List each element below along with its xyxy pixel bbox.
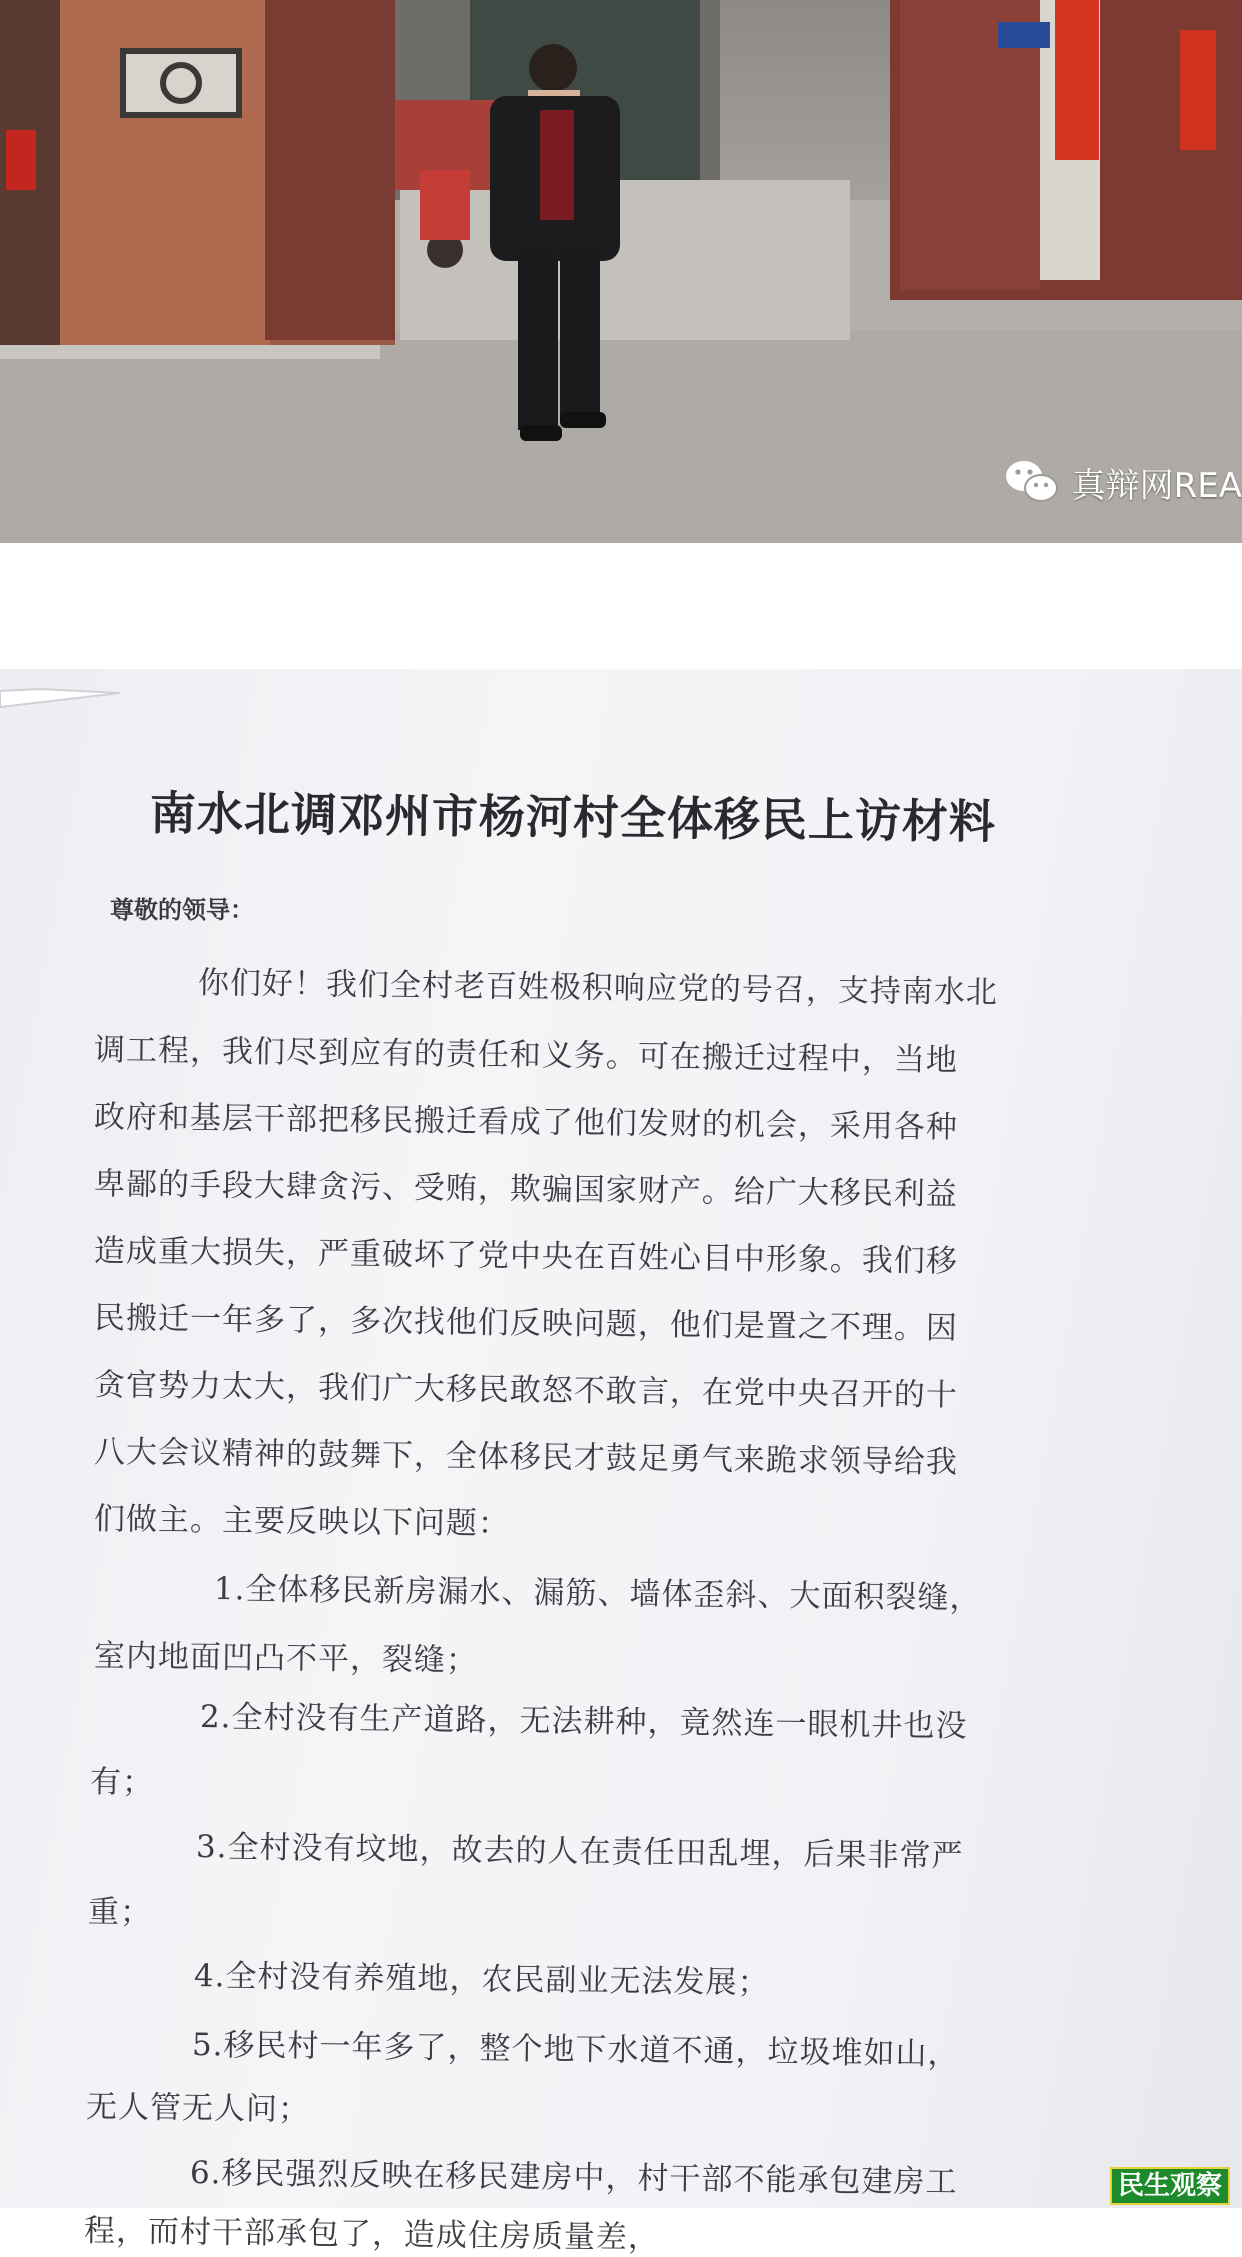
document-salutation: 尊敬的领导： xyxy=(110,895,254,924)
wechat-icon xyxy=(1004,458,1060,506)
document-line: 1.全体移民新房漏水、漏筋、墙体歪斜、大面积裂缝， xyxy=(213,1571,982,1617)
document-line: 政府和基层干部把移民搬迁看成了他们发财的机会，采用各种 xyxy=(93,1099,959,1146)
document-line: 八大会议精神的鼓舞下，全体移民才鼓足勇气来跪求领导给我 xyxy=(93,1434,959,1481)
document-line: 造成重大损失，严重破坏了党中央在百姓心目中形象。我们移 xyxy=(93,1233,959,1280)
document-line: 无人管无人问； xyxy=(85,2089,311,2128)
spacer xyxy=(0,543,1242,669)
document-title: 南水北调邓州市杨河村全体移民上访材料 xyxy=(149,786,997,849)
petition-document xyxy=(0,669,1242,2257)
document-line: 2.全村没有生产道路，无法耕种，竟然连一眼机井也没 xyxy=(199,1699,968,1745)
street-photo xyxy=(0,0,1242,543)
document-line: 6.移民强烈反映在移民建房中，村干部不能承包建房工 xyxy=(189,2155,958,2201)
photo-watermark xyxy=(1004,454,1242,510)
source-badge: 民生观察 xyxy=(1110,2167,1230,2205)
document-line: 重； xyxy=(87,1894,153,1931)
watermark-text: 真辩网REA xyxy=(1071,465,1242,506)
document-line: 4.全村没有养殖地，农民副业无法发展； xyxy=(193,1958,770,2002)
paper-edge xyxy=(0,669,1242,729)
document-line: 贪官势力太大，我们广大移民敢怒不敢言，在党中央召开的十 xyxy=(93,1367,959,1414)
document-line: 们做主。主要反映以下问题： xyxy=(93,1501,511,1543)
document-line: 5.移民村一年多了，整个地下水道不通，垃圾堆如山， xyxy=(191,2027,960,2073)
document-line: 室内地面凹凸不平，裂缝； xyxy=(93,1638,479,1679)
document-line: 3.全村没有坟地，故去的人在责任田乱埋，后果非常严 xyxy=(195,1829,964,1875)
document-line: 调工程，我们尽到应有的责任和义务。可在搬迁过程中，当地 xyxy=(93,1032,959,1079)
document-line: 程，而村干部承包了，造成住房质量差， xyxy=(83,2213,661,2257)
document-line: 民搬迁一年多了，多次找他们反映问题，他们是置之不理。因 xyxy=(93,1300,959,1347)
document-line: 有； xyxy=(89,1764,155,1801)
document-line: 你们好！我们全村老百姓极积响应党的号召，支持南水北 xyxy=(197,965,999,1011)
document-line: 卑鄙的手段大肆贪污、受贿，欺骗国家财产。给广大移民利益 xyxy=(93,1166,959,1213)
